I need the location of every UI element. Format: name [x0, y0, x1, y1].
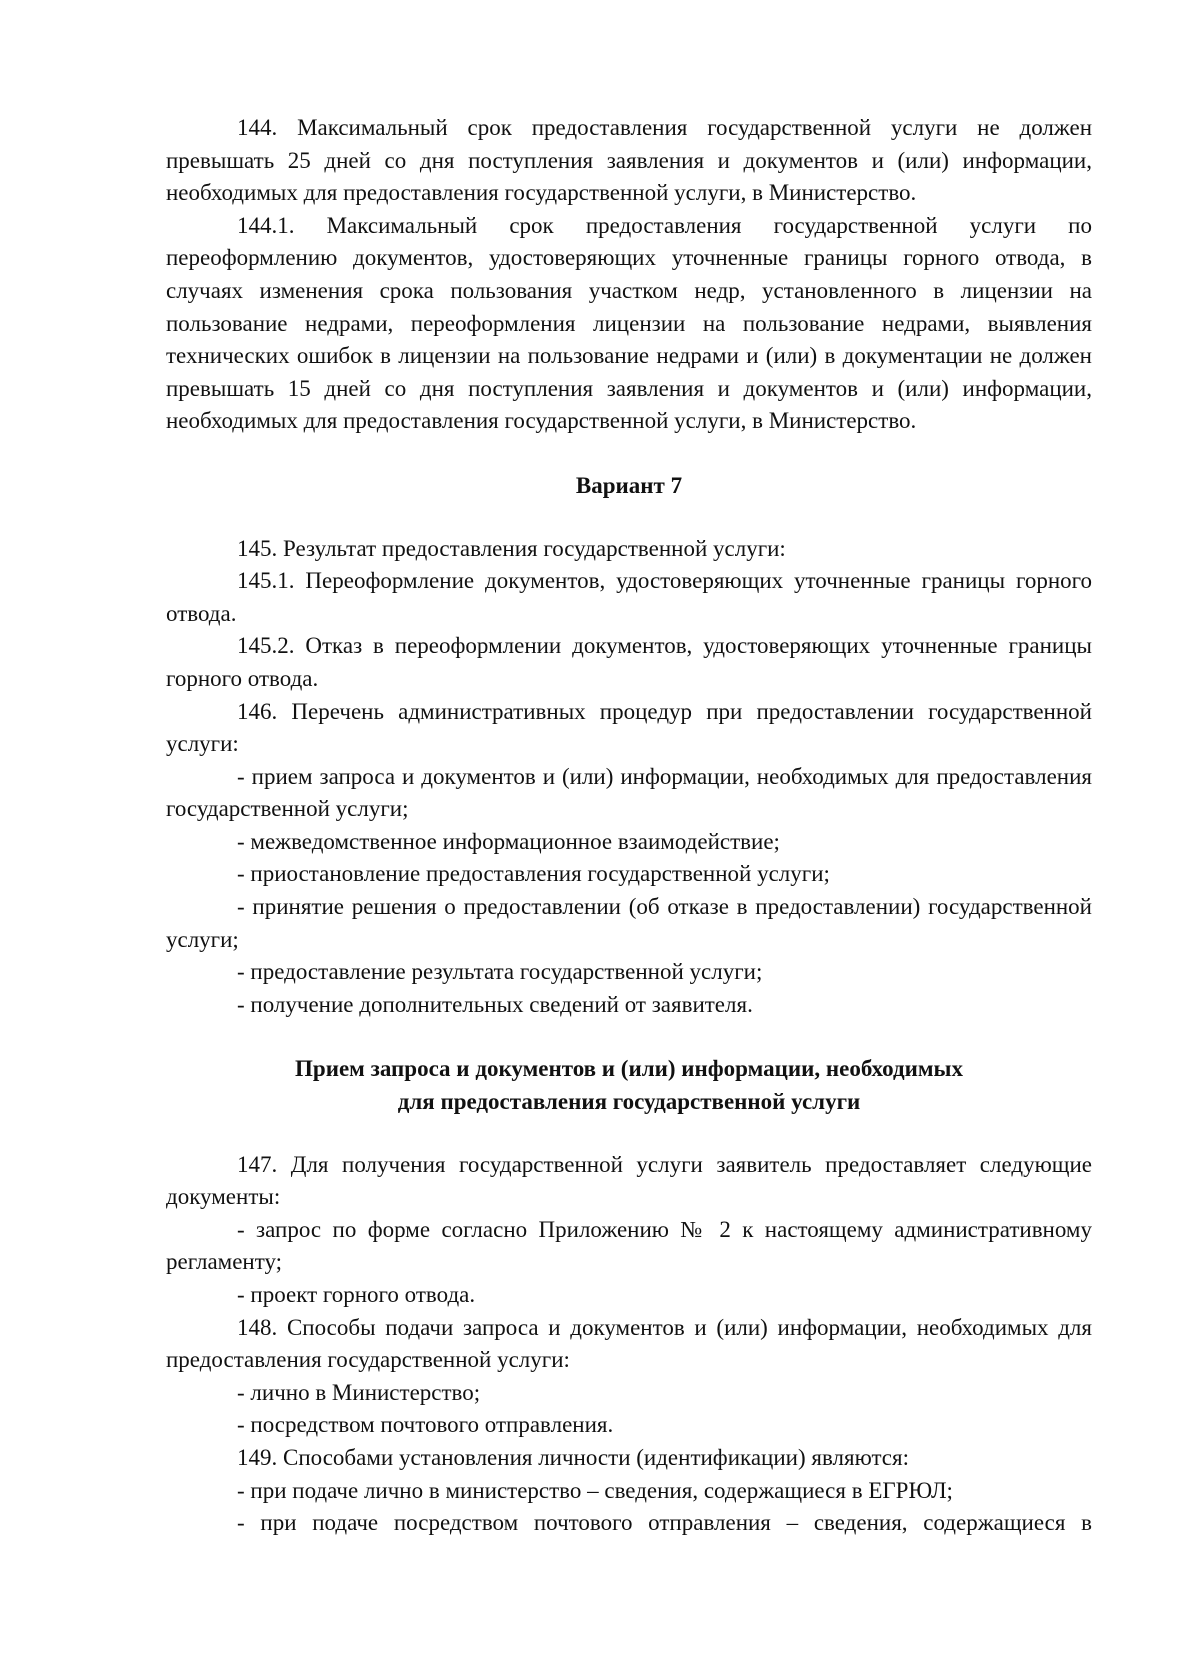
- list-item-146-6: - получение дополнительных сведений от заявителя.: [237, 991, 753, 1017]
- list-item-146-1: - прием запроса и документов и (или) информации, необходимых для предоставления государственной услуги;: [166, 763, 1092, 822]
- spacer: [166, 503, 1092, 533]
- paragraph-144-1: 144.1. Максимальный срок предоставления государственной услуги по переоформлению документов, удостоверяющих уточненные границы горного отвода, в случаях изменения срока пользования участком недр, установленного в лицензии на пользование недрами, переоформления лицензии на пользование недрами, выявления технических ошибок в лицензии на пользование недрами и (или) в документации не должен превышать 15 дней со дня поступления заявления и документов и (или) информации, необходимых для предоставления государственной услуги, в Министерство.: [166, 212, 1092, 434]
- paragraph-145: 145. Результат предоставления государственной услуги:: [237, 535, 786, 561]
- list-item-146-4: - принятие решения о предоставлении (об отказе в предоставлении) государственной услуги;: [166, 894, 1092, 952]
- list-item-146-5: - предоставление результата государственной услуги;: [237, 959, 763, 985]
- heading-variant: Вариант 7: [575, 472, 683, 498]
- list-item-147-2: - проект горного отвода.: [237, 1282, 476, 1307]
- list-item-148-1: - лично в Министерство;: [237, 1379, 481, 1405]
- document-page: [166, 112, 1092, 1540]
- list-item-149-1: - при подаче лично в министерство – сведения, содержащиеся в ЕГРЮЛ;: [237, 1477, 953, 1503]
- list-item-148-2: - посредством почтового отправления.: [237, 1412, 614, 1438]
- paragraph-145-2: 145.2. Отказ в переоформлении документов, удостоверяющих уточненные границы горного отвода.: [166, 633, 1092, 691]
- list-item-147-1: - запрос по форме согласно Приложению № 2 к настоящему административному регламенту;: [166, 1216, 1092, 1275]
- list-item-146-2: - межведомственное информационное взаимодействие;: [237, 828, 780, 854]
- paragraph-145-1: 145.1. Переоформление документов, удостоверяющих уточненные границы горного отвода.: [166, 568, 1092, 626]
- spacer: [166, 1021, 1092, 1053]
- paragraph-144: 144. Максимальный срок предоставления государственной услуги не должен превышать 25 дней со дня поступления заявления и документов и (или) информации, необходимых для предоставления государственной услуги, в Министерство.: [166, 115, 1092, 206]
- paragraph-146: 146. Перечень административных процедур при предоставлении государственной услуги:: [166, 698, 1092, 757]
- paragraph-147: 147. Для получения государственной услуги заявитель предоставляет следующие документы:: [166, 1151, 1092, 1210]
- paragraph-148: 148. Способы подачи запроса и документов и (или) информации, необходимых для предоставления государственной услуги:: [166, 1314, 1092, 1373]
- section-heading-line-1: Прием запроса и документов и (или) информации, необходимых: [295, 1056, 963, 1082]
- list-item-149-2: - при подаче посредством почтового отправления – сведения, содержащиеся в: [237, 1510, 1092, 1536]
- list-item-146-3: - приостановление предоставления государственной услуги;: [237, 861, 830, 887]
- paragraph-149: 149. Способами установления личности (идентификации) являются:: [237, 1444, 909, 1470]
- spacer: [166, 1119, 1092, 1149]
- spacer: [166, 438, 1092, 470]
- section-heading-line-2: для предоставления государственной услуги: [397, 1089, 861, 1115]
